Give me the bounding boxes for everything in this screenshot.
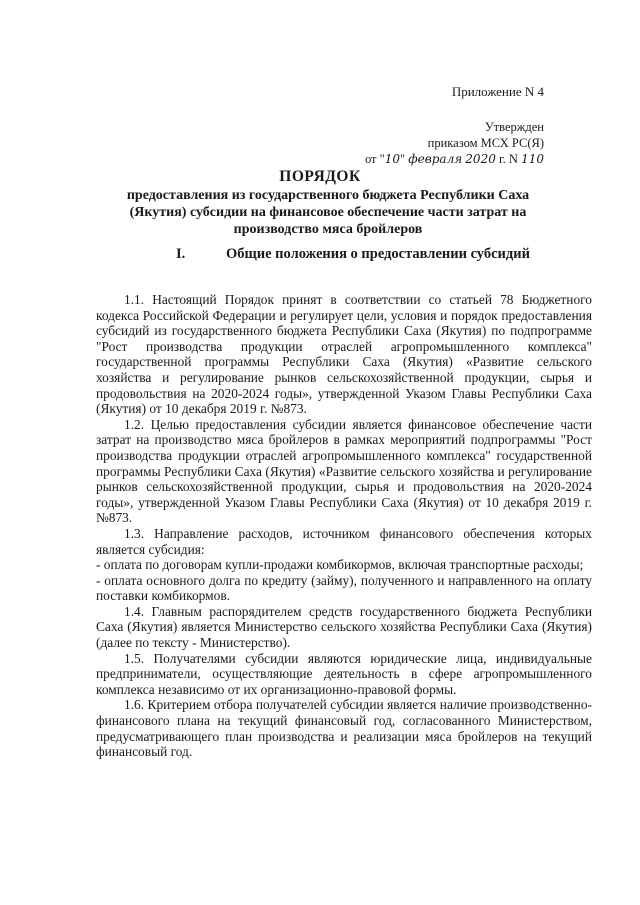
approved-label: Утвержден xyxy=(484,120,544,134)
approving-order: приказом МСХ РС(Я) xyxy=(427,136,544,150)
date-day: 10 xyxy=(384,152,401,166)
date-year: 2020 xyxy=(465,152,496,166)
date-suffix: г. N xyxy=(495,152,522,166)
section-title: Общие положения о предоставлении субсидий xyxy=(226,246,530,262)
paragraph-1-2: 1.2. Целью предоставления субсидии является финансовое обеспечение части затрат на производство мяса бройлеров в рамках мероприятий подпрограммы "Рост производства продукции отраслей агропромышленного комплекса" государственной программы Республики Саха (Якутия) «Развитие сельского хозяйства и регулирование рынков сельскохозяйственной продукции, сырья и продовольствия на 2020-2024 годы», утвержденной Указом Главы Республики Саха (Якутия) от 10 декабря 2019 г. №873. xyxy=(96,416,592,526)
paragraph-1-3: 1.3. Направление расходов, источником финансового обеспечения которых является субсидия: xyxy=(96,525,592,557)
paragraph-1-1: 1.1. Настоящий Порядок принят в соответствии со статьей 78 Бюджетного кодекса Российской Федерации и регулирует цели, условия и порядок предоставления субсидий из государственного бюджета Республики Саха (Якутия) по подпрограмме "Рост производства продукции отраслей агропромышленного комплекса" государственной программы Республики Саха (Якутия) «Развитие сельского хозяйства и регулирование рынков сельскохозяйственной продукции, сырья и продовольствия на 2020-2024 годы», утвержденной Указом Главы Республики Саха (Якутия) от 10 декабря 2019 г. №873. xyxy=(96,292,592,417)
order-number: 110 xyxy=(521,152,544,166)
section-heading xyxy=(176,246,530,263)
list-item: - оплата по договорам купли-продажи комбикормов, включая транспортные расходы; xyxy=(96,557,584,573)
paragraph-1-6: 1.6. Критерием отбора получателей субсидии является наличие производственно-финансового плана на текущий финансовый год, согласованного Министерством, предусматривающего план производства и реализации мяса бройлеров на текущий финансовый год. xyxy=(96,697,592,760)
approval-date-line: от "10" февраля 2020 г. N 110 xyxy=(364,152,544,166)
approval-block xyxy=(365,119,544,167)
body-text xyxy=(96,292,592,760)
document-title: ПОРЯДОК xyxy=(279,168,361,185)
date-prefix: от " xyxy=(364,152,385,166)
date-month: февраля xyxy=(408,152,463,166)
document-subtitle: предоставления из государственного бюджета Республики Саха (Якутия) субсидии на финансовое обеспечение части затрат на производство мяса бройлеров xyxy=(126,188,530,237)
paragraph-1-5: 1.5. Получателями субсидии являются юридические лица, индивидуальные предприниматели, осуществляющие деятельность в сфере агропромышленного комплекса независимо от их организационно-правовой формы. xyxy=(96,650,592,697)
section-number: I. xyxy=(176,246,186,262)
appendix-label: Приложение N 4 xyxy=(451,84,544,99)
paragraph-1-4: 1.4. Главным распорядителем средств государственного бюджета Республики Саха (Якутия) является Министерство сельского хозяйства Республики Саха (Якутия) (далее по тексту - Министерство). xyxy=(96,603,592,651)
list-item: - оплата основного долга по кредиту (займу), полученного и направленного на оплату поставки комбикормов. xyxy=(96,572,592,604)
